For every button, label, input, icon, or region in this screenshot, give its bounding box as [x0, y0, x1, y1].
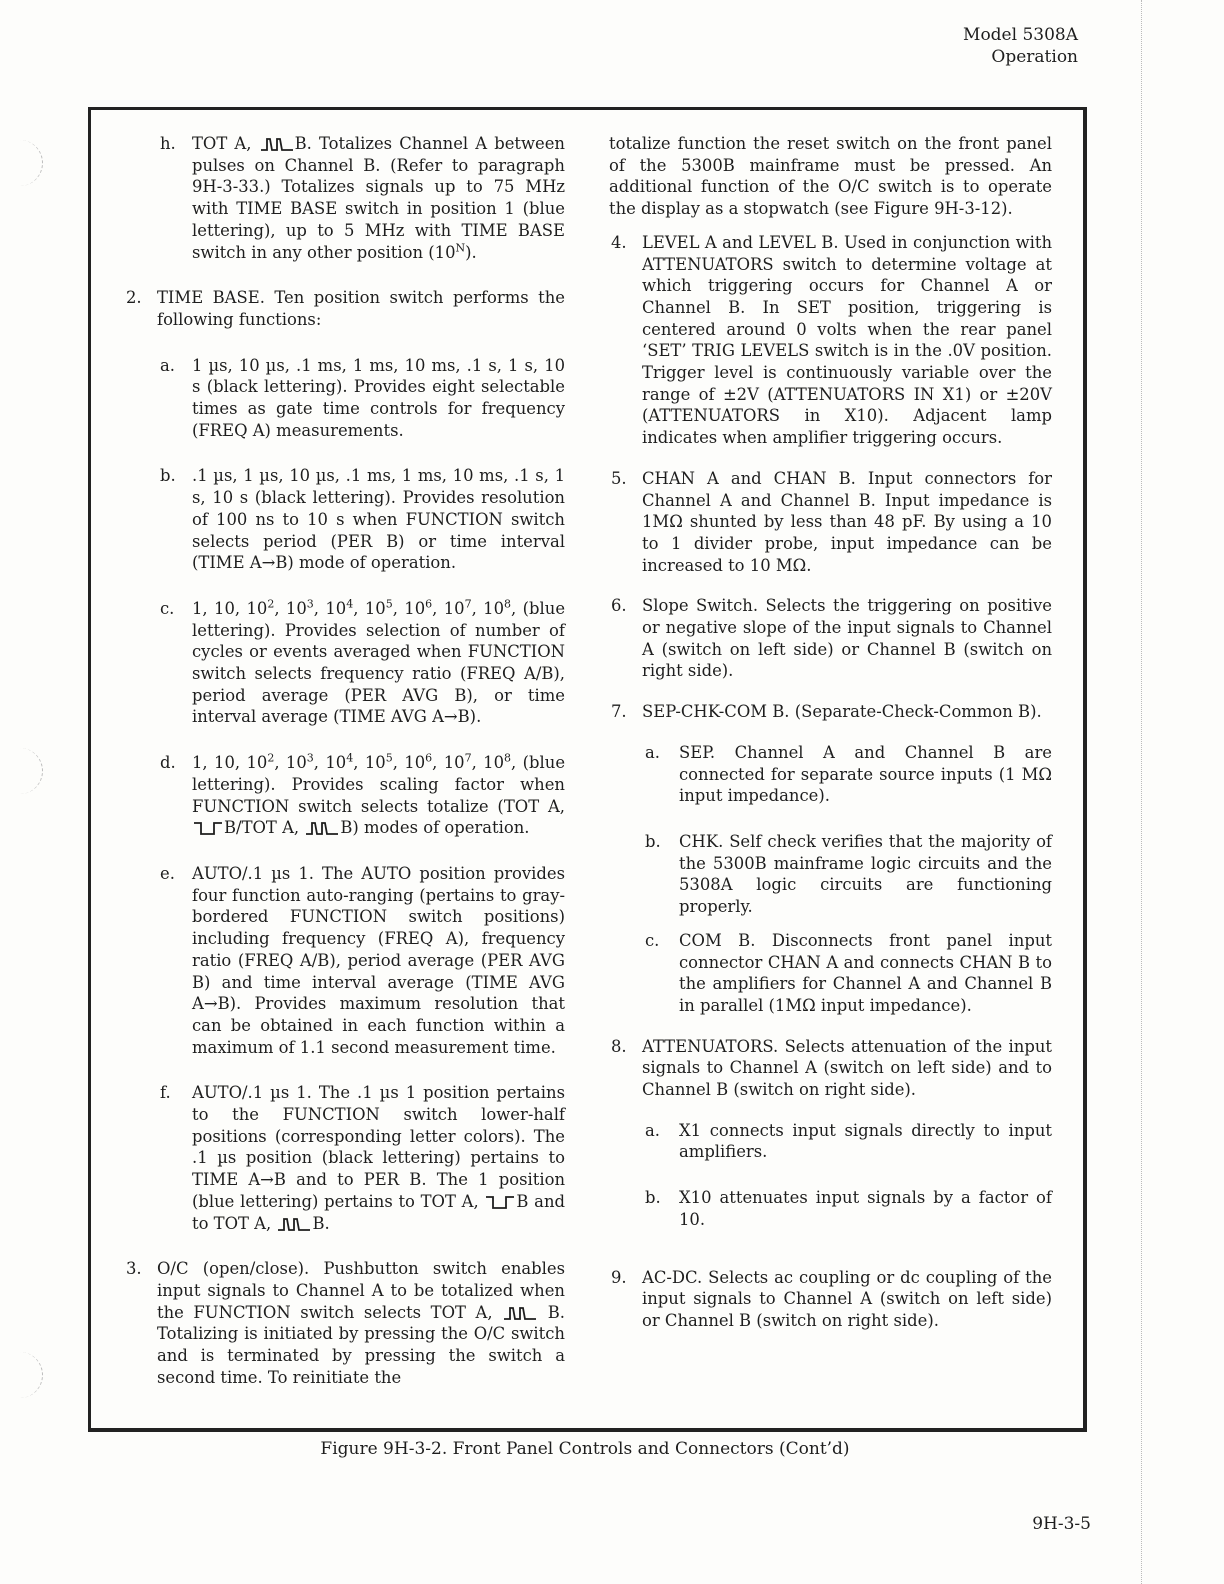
item-marker: b.	[160, 466, 176, 486]
item-text: , 10	[313, 753, 347, 773]
item-marker: b.	[645, 1188, 661, 1208]
item-marker: d.	[160, 753, 176, 773]
item-text: , 10	[274, 598, 307, 618]
list-item	[124, 133, 565, 263]
list-item	[609, 1120, 1052, 1163]
item-text: , 10	[392, 598, 426, 618]
item-text: ).	[465, 242, 477, 262]
superscript: 2	[267, 597, 275, 611]
item-text: B and to TOT A,	[192, 1191, 566, 1233]
item-text: , 10	[353, 753, 386, 773]
list-item	[609, 701, 1052, 723]
item-text: , (blue lettering). Provides scaling factor when FUNCTION switch selects totalize (TOT A,	[192, 753, 566, 816]
list-item	[124, 355, 565, 442]
superscript: 4	[346, 751, 354, 765]
list-item	[609, 133, 1052, 220]
item-marker: 9.	[611, 1267, 627, 1287]
item-text: Slope Switch. Selects the triggering on positive or negative slope of the input signals to Channel A (switch on left side) or Channel B (switch on right side).	[642, 596, 1052, 681]
superscript: 6	[425, 751, 433, 765]
punch-hole-mark	[18, 140, 43, 186]
model-label: Model 5308A	[963, 25, 1078, 45]
item-text: 1, 10, 10	[192, 753, 268, 773]
item-text: , 10	[432, 753, 465, 773]
item-text: , 10	[353, 598, 386, 618]
list-item	[124, 287, 565, 330]
superscript: 7	[464, 597, 472, 611]
right-column	[609, 133, 1052, 1332]
superscript: 5	[385, 751, 393, 765]
section-label: Operation	[991, 47, 1078, 67]
item-text: , 10	[392, 753, 426, 773]
superscript: 8	[504, 597, 512, 611]
list-item	[609, 232, 1052, 449]
left-column	[124, 133, 565, 1388]
list-item	[124, 1082, 565, 1234]
item-text: X1 connects input signals directly to input amplifiers.	[679, 1120, 1052, 1162]
superscript: 5	[385, 597, 393, 611]
page-header	[963, 24, 1078, 68]
item-marker: 4.	[611, 232, 627, 252]
page-edge-line	[1141, 0, 1142, 1584]
figure-frame	[88, 107, 1087, 1432]
list-item	[609, 742, 1052, 807]
item-text: CHAN A and CHAN B. Input connectors for Channel A and Channel B. Input impedance is 1MΩ shunted by less than 48 pF. By using a 10 to 1 divider probe, input impedance can be increased to 10 MΩ.	[642, 468, 1052, 575]
item-text: COM B. Disconnects front panel input connector CHAN A and connects CHAN B to the amplifiers for Channel A and Channel B in parallel (1MΩ input impedance).	[679, 930, 1052, 1015]
item-marker: a.	[160, 355, 175, 375]
list-item	[609, 930, 1052, 1017]
pulse-train-icon	[306, 821, 338, 835]
item-marker: 5.	[611, 468, 627, 488]
item-text: B.	[312, 1213, 330, 1233]
item-text: X10 attenuates input signals by a factor of 10.	[679, 1188, 1052, 1229]
item-marker: a.	[645, 742, 660, 762]
superscript: 6	[425, 597, 433, 611]
item-marker: e.	[160, 863, 175, 883]
list-item	[124, 1258, 565, 1388]
list-item	[609, 1267, 1052, 1332]
item-text: 1 µs, 10 µs, .1 ms, 1 ms, 10 ms, .1 s, 1 s, 10 s (black lettering). Provides eight selectable times as gate time controls for frequency (FREQ A) measurements.	[192, 355, 565, 440]
item-text: ATTENUATORS. Selects attenuation of the input signals to Channel A (switch on left side) and to Channel B (switch on right side).	[642, 1036, 1052, 1100]
item-text: O/C (open/close). Pushbutton switch enables input signals to Channel A to be totalized when the FUNCTION switch selects TOT A,	[157, 1259, 565, 1322]
gate-waveform-icon	[194, 821, 222, 835]
item-marker: 3.	[126, 1259, 142, 1279]
superscript: N	[455, 241, 466, 255]
superscript: 8	[504, 751, 512, 765]
item-marker: a.	[645, 1120, 660, 1140]
item-marker: b.	[645, 831, 661, 851]
item-marker: h.	[160, 134, 176, 153]
item-text: , 10	[432, 598, 465, 618]
pulse-train-icon	[278, 1217, 310, 1231]
item-text: CHK. Self check verifies that the majority of the 5300B mainframe logic circuits and the 5308A logic circuits are functioning properly.	[679, 831, 1052, 917]
item-text: , 10	[313, 598, 347, 618]
item-text: TIME BASE. Ten position switch performs the following functions:	[157, 288, 565, 329]
list-item	[609, 595, 1052, 682]
item-text: totalize function the reset switch on the front panel of the 5300B mainframe must be pressed. An additional function of the O/C switch is to operate the display as a stopwatch (see Figure 9H-3-12).	[609, 134, 1052, 219]
item-text: TOT A,	[192, 134, 259, 153]
item-text: AUTO/.1 µs 1. The .1 µs 1 position pertains to the FUNCTION switch lower-half positions (corresponding letter colors). The .1 µs position (black lettering) pertains to TIME A→B and to PER B. The 1 position (blue lettering) pertains to TOT A,	[192, 1083, 565, 1211]
superscript: 3	[306, 597, 314, 611]
pulse-train-icon	[261, 137, 293, 151]
item-text: 1, 10, 10	[192, 598, 268, 618]
list-item	[609, 468, 1052, 577]
item-text: B. Totalizing is initiated by pressing the O/C switch and is terminated by pressing the switch a second time. To reinitiate the	[157, 1302, 565, 1387]
superscript: 2	[267, 751, 275, 765]
superscript: 3	[306, 751, 314, 765]
item-text: AC-DC. Selects ac coupling or dc coupling of the input signals to Channel A (switch on left side) or Channel B (switch on right side).	[642, 1267, 1052, 1330]
item-marker: c.	[645, 930, 660, 950]
item-text: .1 µs, 1 µs, 10 µs, .1 ms, 1 ms, 10 ms, .1 s, 1 s, 10 s (black lettering). Provides resolution of 100 ns to 10 s when FUNCTION switch selects period (PER B) or time interval (TIME A→B) mode of operation.	[192, 466, 565, 573]
item-marker: 8.	[611, 1036, 627, 1056]
item-text: SEP. Channel A and Channel B are connected for separate source inputs (1 MΩ input impedance).	[679, 742, 1052, 806]
item-marker: c.	[160, 598, 175, 618]
item-text: B/TOT A,	[224, 818, 305, 838]
list-item	[609, 1187, 1052, 1230]
item-text: B. Totalizes Channel A between pulses on Channel B. (Refer to paragraph 9H-3-33.) Totalizes signals up to 75 MHz with TIME BASE switch in position 1 (blue lettering), up to 5 MHz with TIME BASE switch in any other position (10	[192, 134, 565, 262]
page-number: 9H-3-5	[1032, 1514, 1091, 1534]
list-item	[609, 1036, 1052, 1101]
pulse-train-icon	[504, 1306, 536, 1320]
item-text: , (blue lettering). Provides selection of number of cycles or events averaged when FUNCTION switch selects frequency ratio (FREQ A/B), period average (PER AVG B), or time interval average (TIME AVG A→B).	[192, 598, 566, 727]
superscript: 7	[464, 751, 472, 765]
item-text: B) modes of operation.	[340, 818, 530, 838]
item-marker: 7.	[611, 702, 627, 722]
item-text: AUTO/.1 µs 1. The AUTO position provides four function auto-ranging (pertains to gray-bordered FUNCTION switch positions) including frequency (FREQ A), frequency ratio (FREQ A/B), period average (PER AVG B) and time interval average (TIME AVG A→B). Provides maximum resolution that can be obtained in each function within a maximum of 1.1 second measurement time.	[192, 863, 565, 1057]
item-marker: 2.	[126, 288, 142, 308]
list-item	[124, 598, 565, 728]
item-marker: 6.	[611, 596, 627, 616]
list-item	[124, 863, 565, 1058]
item-text: , 10	[471, 598, 505, 618]
item-text: SEP-CHK-COM B. (Separate-Check-Common B).	[642, 702, 1042, 722]
superscript: 4	[346, 597, 354, 611]
list-item	[609, 831, 1052, 918]
figure-caption: Figure 9H-3-2. Front Panel Controls and Connectors (Cont’d)	[320, 1439, 850, 1459]
list-item	[124, 752, 565, 839]
list-item	[124, 465, 565, 574]
item-marker: f.	[160, 1083, 171, 1103]
punch-hole-mark	[18, 748, 43, 794]
gate-waveform-icon	[486, 1195, 514, 1209]
item-text: , 10	[471, 753, 505, 773]
item-text: , 10	[274, 753, 307, 773]
punch-hole-mark	[18, 1352, 43, 1398]
item-text: LEVEL A and LEVEL B. Used in conjunction with ATTENUATORS switch to determine voltage at which triggering occurs for Channel A or Channel B. In SET position, triggering is centered around 0 volts when the rear panel ‘SET’ TRIG LEVELS switch is in the .0V position. Trigger level is continuously variable over the range of ±2V (ATTENUATORS IN X1) or ±20V (ATTENUATORS in X10). Adjacent lamp indicates when amplifier triggering occurs.	[642, 232, 1052, 448]
